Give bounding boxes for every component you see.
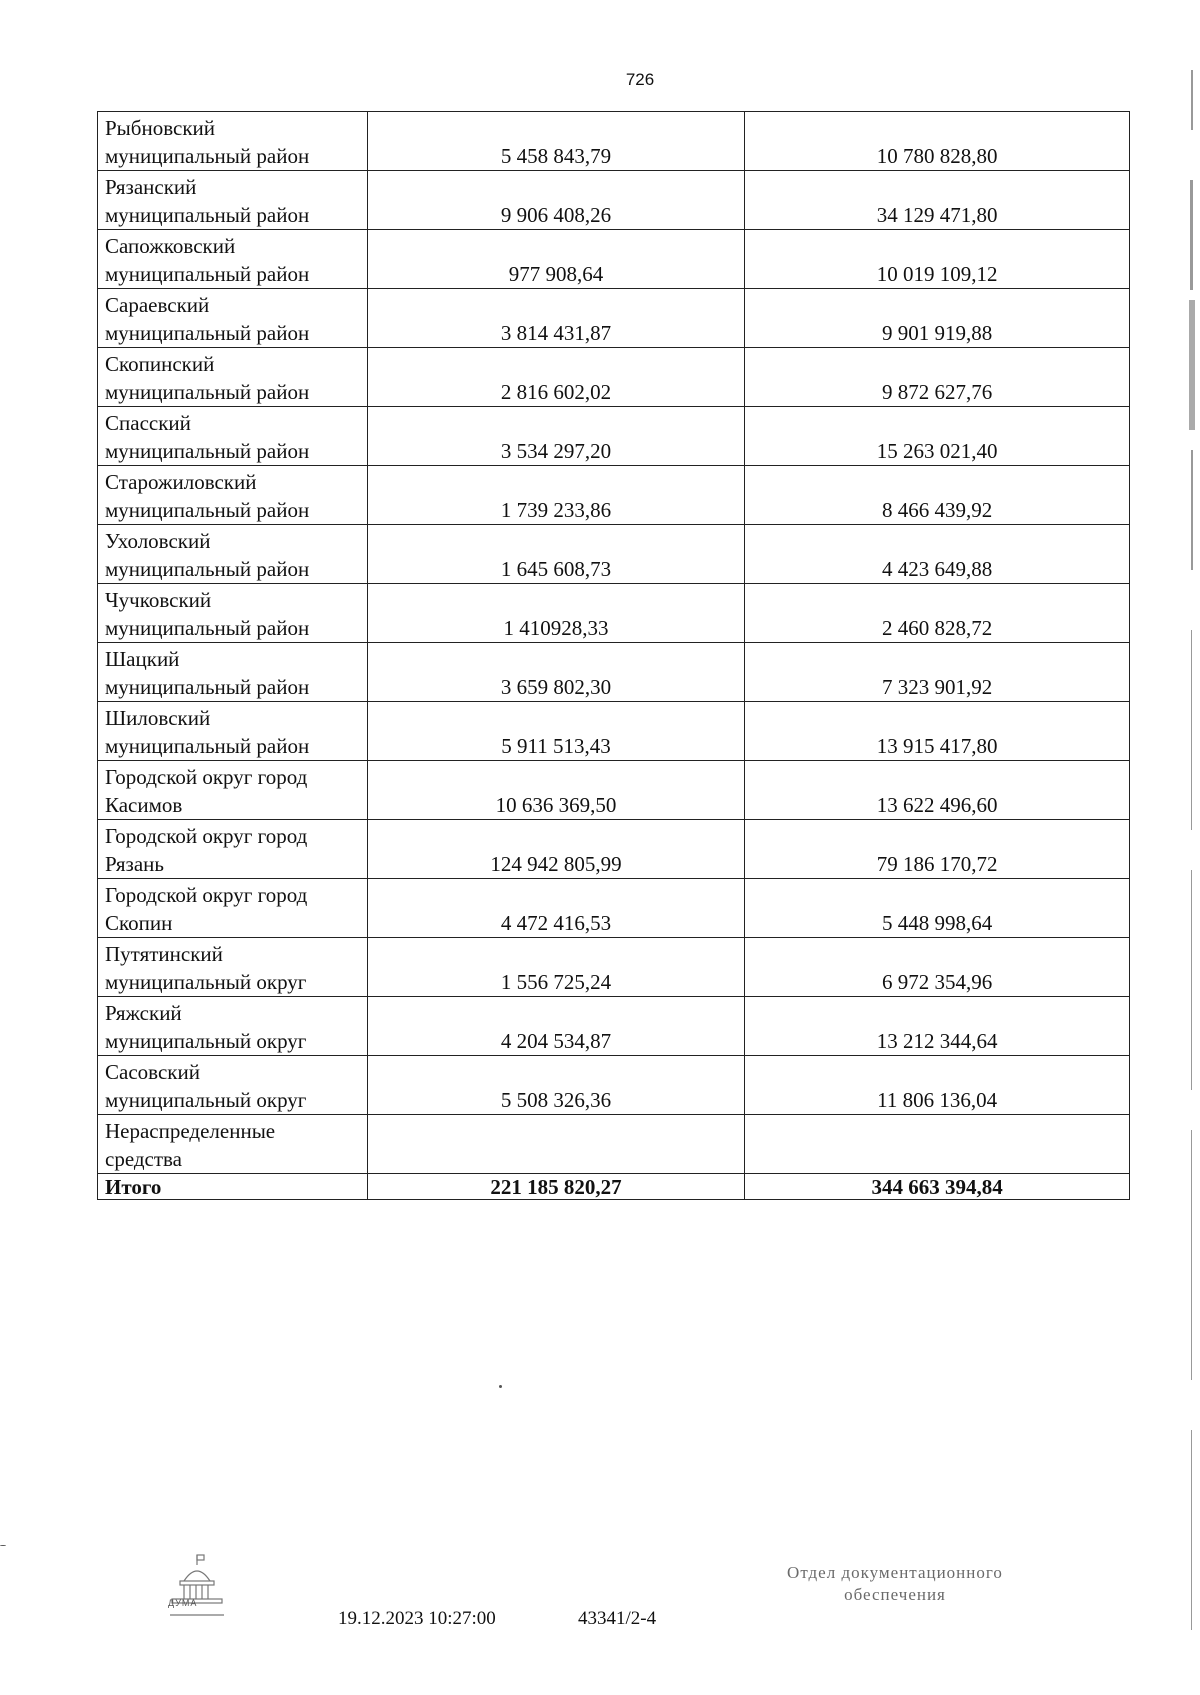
row-name-line1: Городской округ город	[105, 883, 308, 907]
row-name-line2: муниципальный район	[105, 675, 310, 699]
row-name-line2: муниципальный район	[105, 439, 310, 463]
row-name-cell	[98, 643, 368, 702]
row-value1	[367, 1115, 744, 1174]
footer-code: 43341/2-4	[578, 1608, 657, 1629]
total-value2: 344 663 394,84	[745, 1174, 1130, 1200]
table-row	[98, 643, 1130, 702]
row-name-cell	[98, 1056, 368, 1115]
row-value2: 5 448 998,64	[745, 879, 1130, 938]
row-value1: 4 472 416,53	[367, 879, 744, 938]
row-name-cell	[98, 230, 368, 289]
row-name-line2: Рязань	[105, 852, 164, 876]
row-name-cell	[98, 348, 368, 407]
row-name-line1: Городской округ город	[105, 765, 308, 789]
scan-edge-noise	[1188, 30, 1196, 1670]
row-name-cell	[98, 761, 368, 820]
department-stamp-line1: Отдел документационного	[787, 1563, 1003, 1582]
row-value1: 9 906 408,26	[367, 171, 744, 230]
row-value1: 124 942 805,99	[367, 820, 744, 879]
row-value2: 13 915 417,80	[745, 702, 1130, 761]
table-row	[98, 761, 1130, 820]
row-value2: 9 901 919,88	[745, 289, 1130, 348]
row-name-cell	[98, 112, 368, 171]
row-value2: 15 263 021,40	[745, 407, 1130, 466]
row-name-line1: Чучковский	[105, 588, 212, 612]
table-row	[98, 171, 1130, 230]
row-name-line2: муниципальный район	[105, 557, 310, 581]
row-name-cell	[98, 820, 368, 879]
table-body	[98, 112, 1130, 1200]
row-value2: 10 780 828,80	[745, 112, 1130, 171]
row-name-line1: Шиловский	[105, 706, 211, 730]
row-name-line1: Рыбновский	[105, 116, 216, 140]
row-name-line1: Скопинский	[105, 352, 215, 376]
row-name-line1: Городской округ город	[105, 824, 308, 848]
row-value2: 34 129 471,80	[745, 171, 1130, 230]
row-value2: 11 806 136,04	[745, 1056, 1130, 1115]
table-row	[98, 820, 1130, 879]
table-row	[98, 407, 1130, 466]
row-value1: 4 204 534,87	[367, 997, 744, 1056]
table-row	[98, 702, 1130, 761]
row-name-line2: муниципальный округ	[105, 1029, 307, 1053]
row-value1: 5 911 513,43	[367, 702, 744, 761]
row-name-line2: муниципальный район	[105, 262, 310, 286]
row-value2: 10 019 109,12	[745, 230, 1130, 289]
table-row	[98, 348, 1130, 407]
row-name-line2: муниципальный район	[105, 380, 310, 404]
row-value1: 3 659 802,30	[367, 643, 744, 702]
department-stamp	[750, 1562, 1040, 1606]
row-name-line2: муниципальный район	[105, 616, 310, 640]
row-name-cell	[98, 702, 368, 761]
footer-datetime: 19.12.2023 10:27:00	[338, 1608, 496, 1629]
table-row	[98, 466, 1130, 525]
row-value2	[745, 1115, 1130, 1174]
table-row	[98, 1056, 1130, 1115]
row-name-line1: Шацкий	[105, 647, 180, 671]
row-name-line1: Нераспределенные	[105, 1119, 276, 1143]
row-value1: 2 816 602,02	[367, 348, 744, 407]
total-row	[98, 1174, 1130, 1200]
total-value1: 221 185 820,27	[367, 1174, 744, 1200]
row-name-line2: средства	[105, 1147, 183, 1171]
row-value1: 1 556 725,24	[367, 938, 744, 997]
logo-text: ДУМА	[168, 1598, 198, 1608]
row-name-line1: Рязанский	[105, 175, 197, 199]
row-name-cell	[98, 879, 368, 938]
row-name-line1: Сапожковский	[105, 234, 236, 258]
row-name-cell	[98, 171, 368, 230]
row-name-line2: Касимов	[105, 793, 183, 817]
row-value1: 3 534 297,20	[367, 407, 744, 466]
row-value1: 1 410928,33	[367, 584, 744, 643]
department-stamp-line2: обеспечения	[844, 1585, 946, 1604]
row-value2: 7 323 901,92	[745, 643, 1130, 702]
table-row	[98, 289, 1130, 348]
row-value2: 4 423 649,88	[745, 525, 1130, 584]
scan-speck	[0, 1545, 6, 1546]
row-value1: 977 908,64	[367, 230, 744, 289]
row-name-line1: Сараевский	[105, 293, 210, 317]
row-name-line1: Путятинский	[105, 942, 223, 966]
row-value2: 9 872 627,76	[745, 348, 1130, 407]
row-name-line2: Скопин	[105, 911, 173, 935]
table-row	[98, 997, 1130, 1056]
row-value1: 1 739 233,86	[367, 466, 744, 525]
row-value2: 13 212 344,64	[745, 997, 1130, 1056]
row-value1: 1 645 608,73	[367, 525, 744, 584]
row-name-cell	[98, 997, 368, 1056]
row-name-line2: муниципальный округ	[105, 1088, 307, 1112]
page-number: 726	[625, 70, 655, 89]
budget-table	[97, 111, 1130, 1200]
row-name-line1: Ухоловский	[105, 529, 211, 553]
row-name-line2: муниципальный район	[105, 144, 310, 168]
row-name-cell	[98, 938, 368, 997]
row-value2: 79 186 170,72	[745, 820, 1130, 879]
row-value2: 2 460 828,72	[745, 584, 1130, 643]
row-name-line2: муниципальный округ	[105, 970, 307, 994]
table-row	[98, 112, 1130, 171]
row-value1: 5 508 326,36	[367, 1056, 744, 1115]
row-name-cell	[98, 584, 368, 643]
table-row	[98, 1115, 1130, 1174]
row-name-cell	[98, 289, 368, 348]
row-name-line2: муниципальный район	[105, 498, 310, 522]
row-value2: 13 622 496,60	[745, 761, 1130, 820]
table-row	[98, 230, 1130, 289]
row-name-cell	[98, 466, 368, 525]
row-name-line1: Сасовский	[105, 1060, 200, 1084]
row-name-cell	[98, 407, 368, 466]
row-name-line1: Старожиловский	[105, 470, 257, 494]
total-label: Итого	[98, 1174, 368, 1200]
row-value1: 5 458 843,79	[367, 112, 744, 171]
row-value1: 3 814 431,87	[367, 289, 744, 348]
table-row	[98, 525, 1130, 584]
row-name-cell	[98, 1115, 368, 1174]
table-row	[98, 879, 1130, 938]
row-name-line1: Спасский	[105, 411, 191, 435]
row-name-line2: муниципальный район	[105, 203, 310, 227]
table-row	[98, 938, 1130, 997]
table-row	[98, 584, 1130, 643]
row-name-cell	[98, 525, 368, 584]
row-name-line2: муниципальный район	[105, 734, 310, 758]
scan-speck	[499, 1385, 502, 1388]
row-value2: 6 972 354,96	[745, 938, 1130, 997]
row-value2: 8 466 439,92	[745, 466, 1130, 525]
row-value1: 10 636 369,50	[367, 761, 744, 820]
row-name-line2: муниципальный район	[105, 321, 310, 345]
row-name-line1: Ряжский	[105, 1001, 182, 1025]
